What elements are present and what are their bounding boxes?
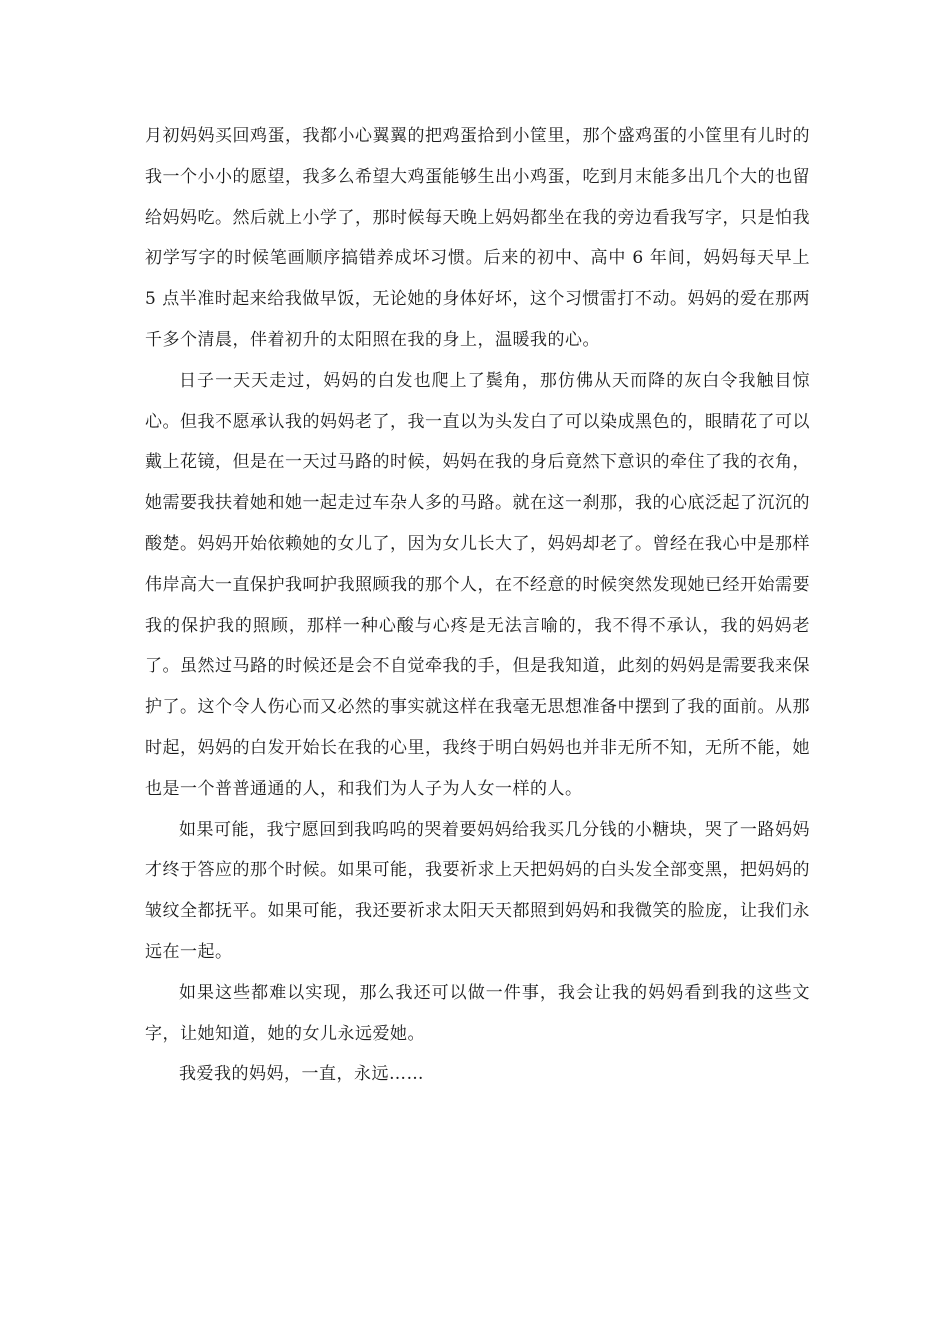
paragraph-4: 如果这些都难以实现，那么我还可以做一件事，我会让我的妈妈看到我的这些文字，让她知道，她的女儿永远爱她。 [145,982,810,1044]
body-text [145,116,810,1095]
paragraph-1: 月初妈妈买回鸡蛋，我都小心翼翼的把鸡蛋拾到小筐里，那个盛鸡蛋的小筐里有儿时的我一个小小的愿望，我多么希望大鸡蛋能够生出小鸡蛋，吃到月末能多出几个大的也留给妈妈吃。然后就上小学了，那时候每天晚上妈妈都坐在我的旁边看我写字，只是怕我初学写字的时候笔画顺序搞错养成坏习惯。后来的初中、高中 6 年间，妈妈每天早上 5 点半准时起来给我做早饭，无论她的身体好坏，这个习惯雷打不动。妈妈的爱在那两千多个清晨，伴着初升的太阳照在我的身上，温暖我的心。 [145,126,810,350]
paragraph-3: 如果可能，我宁愿回到我呜呜的哭着要妈妈给我买几分钱的小糖块，哭了一路妈妈才终于答应的那个时候。如果可能，我要祈求上天把妈妈的白头发全部变黑，把妈妈的皱纹全都抚平。如果可能，我还要祈求太阳天天都照到妈妈和我微笑的脸庞，让我们永远在一起。 [145,819,810,962]
paragraph-5: 我爱我的妈妈，一直，永远…… [179,1064,424,1085]
paragraph-2: 日子一天天走过，妈妈的白发也爬上了鬓角，那仿佛从天而降的灰白令我触目惊心。但我不愿承认我的妈妈老了，我一直以为头发白了可以染成黑色的，眼睛花了可以戴上花镜，但是在一天过马路的时候，妈妈在我的身后竟然下意识的牵住了我的衣角，她需要我扶着她和她一起走过车杂人多的马路。就在这一刹那，我的心底泛起了沉沉的酸楚。妈妈开始依赖她的女儿了，因为女儿长大了，妈妈却老了。曾经在我心中是那样伟岸高大一直保护我呵护我照顾我的那个人，在不经意的时候突然发现她已经开始需要我的保护我的照顾，那样一种心酸与心疼是无法言喻的，我不得不承认，我的妈妈老了。虽然过马路的时候还是会不自觉牵我的手，但是我知道，此刻的妈妈是需要我来保护了。这个令人伤心而又必然的事实就这样在我毫无思想准备中摆到了我的面前。从那时起，妈妈的白发开始长在我的心里，我终于明白妈妈也并非无所不知，无所不能，她也是一个普普通通的人，和我们为人子为人女一样的人。 [145,370,810,799]
